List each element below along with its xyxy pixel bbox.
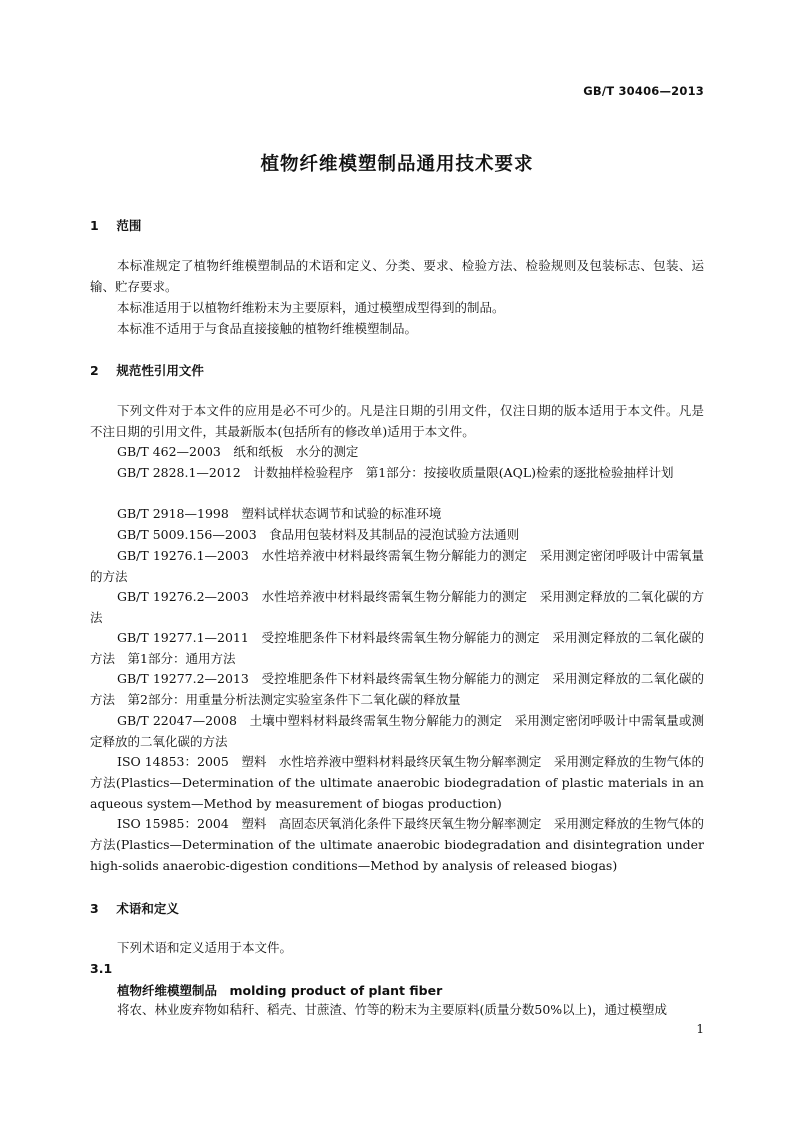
reference-item: GB/T 19277.2—2013 受控堆肥条件下材料最终需氧生物分解能力的测定 采用测定释放的二氧化碳的方法 第2部分：用重量分析法测定实验室条件下二氧化碳的释放量 <box>90 671 704 707</box>
section-3-heading <box>90 899 179 917</box>
reference-item: GB/T 22047—2008 土壤中塑料材料最终需氧生物分解能力的测定 采用测定密闭呼吸计中需氧量或测定释放的二氧化碳的方法 <box>90 713 704 749</box>
section-title: 范围 <box>116 218 142 233</box>
paragraph: 本标准不适用于与食品直接接触的植物纤维模塑制品。 <box>117 321 418 336</box>
section-number: 2 <box>90 363 99 378</box>
reference-item: GB/T 462—2003 纸和纸板 水分的测定 <box>117 444 359 459</box>
section-title: 术语和定义 <box>116 901 179 916</box>
reference-item: GB/T 2918—1998 塑料试样状态调节和试验的标准环境 <box>117 506 442 521</box>
reference-item: GB/T 19277.1—2011 受控堆肥条件下材料最终需氧生物分解能力的测定 采用测定释放的二氧化碳的方法 第1部分：通用方法 <box>90 630 704 666</box>
paragraph: 下列术语和定义适用于本文件。 <box>117 940 293 955</box>
term-definition: 将农、林业废弃物如秸秆、稻壳、甘蔗渣、竹等的粉末为主要原料(质量分数50%以上)，通过模塑成 <box>117 1002 668 1017</box>
section-1-heading <box>90 216 141 234</box>
document-title: 植物纤维模塑制品通用技术要求 <box>260 154 534 175</box>
section-number: 1 <box>90 218 99 233</box>
section-number: 3 <box>90 901 99 916</box>
page-number: 1 <box>696 1022 704 1036</box>
subsection-number: 3.1 <box>90 961 113 976</box>
standard-code: GB/T 30406—2013 <box>583 84 704 98</box>
section-2-heading <box>90 361 204 379</box>
reference-item: GB/T 5009.156—2003 食品用包装材料及其制品的浸泡试验方法通则 <box>117 527 520 542</box>
paragraph: 本标准规定了植物纤维模塑制品的术语和定义、分类、要求、检验方法、检验规则及包装标志、包装、运输、贮存要求。 <box>90 258 704 294</box>
reference-item: ISO 14853：2005 塑料 水性培养液中塑料材料最终厌氧生物分解率测定 采用测定释放的生物气体的方法(Plastics—Determination of the ultimate anaerobic biodegradation of plastic materials in an aqueous system—Method by measurement of biogas production) <box>90 754 704 811</box>
section-title: 规范性引用文件 <box>116 363 204 378</box>
paragraph: 下列文件对于本文件的应用是必不可少的。凡是注日期的引用文件，仅注日期的版本适用于本文件。凡是不注日期的引用文件，其最新版本(包括所有的修改单)适用于本文件。 <box>90 403 704 439</box>
term-heading: 植物纤维模塑制品 molding product of plant fiber <box>117 983 443 998</box>
paragraph: 本标准适用于以植物纤维粉末为主要原料，通过模塑成型得到的制品。 <box>117 300 505 315</box>
reference-item: GB/T 2828.1—2012 计数抽样检验程序 第1部分：按接收质量限(AQL)检索的逐批检验抽样计划 <box>117 465 674 480</box>
reference-item: GB/T 19276.2—2003 水性培养液中材料最终需氧生物分解能力的测定 采用测定释放的二氧化碳的方法 <box>90 589 704 625</box>
reference-item: GB/T 19276.1—2003 水性培养液中材料最终需氧生物分解能力的测定 采用测定密闭呼吸计中需氧量的方法 <box>90 548 704 584</box>
reference-item: ISO 15985：2004 塑料 高固态厌氧消化条件下最终厌氧生物分解率测定 采用测定释放的生物气体的方法(Plastics—Determination of the ultimate anaerobic biodegradation and disintegration under high-solids anaerobic-digestion conditions—Method by analysis of released biogas) <box>90 816 704 873</box>
